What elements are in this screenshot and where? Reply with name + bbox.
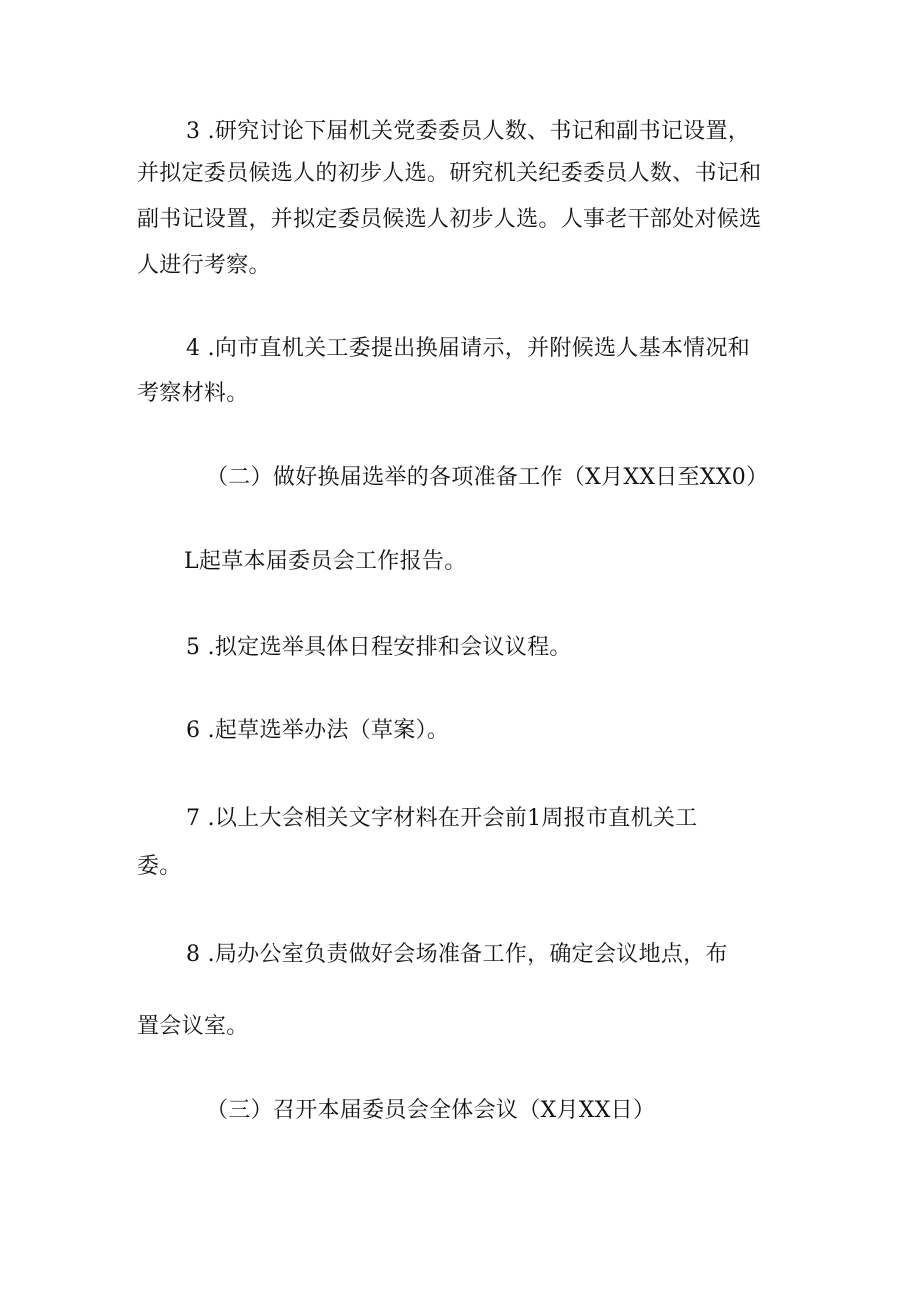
section-2-heading: （二）做好换届选举的各项准备工作（X月XX日至XX0） <box>206 465 769 490</box>
item-8-line-1: 8 .局办公室负责做好会场准备工作，确定会议地点，布 <box>186 942 728 967</box>
item-8-line-2: 置会议室。 <box>137 1014 249 1039</box>
item-3-line-1: 3 .研究讨论下届机关党委委员人数、书记和副书记设置， <box>186 119 751 144</box>
item-l: L起草本届委员会工作报告。 <box>184 549 467 574</box>
item-3-line-3: 副书记设置，并拟定委员候选人初步人选。人事老干部处对候选 <box>137 207 762 232</box>
item-5: 5 .拟定选举具体日程安排和会议议程。 <box>186 635 572 660</box>
item-3-line-2: 并拟定委员候选人的初步人选。研究机关纪委委员人数、书记和 <box>137 161 762 186</box>
item-3-line-4: 人进行考察。 <box>137 253 271 278</box>
item-6: 6 .起草选举办法（草案）。 <box>186 718 450 743</box>
item-7-line-2: 委。 <box>137 854 182 879</box>
item-7-line-1: 7 .以上大会相关文字材料在开会前1周报市直机关工 <box>186 806 698 831</box>
item-4-line-1: 4 .向市直机关工委提出换届请示，并附候选人基本情况和 <box>186 336 751 361</box>
section-3-heading: （三）召开本届委员会全体会议（X月XX日） <box>206 1098 656 1123</box>
item-4-line-2: 考察材料。 <box>137 381 249 406</box>
